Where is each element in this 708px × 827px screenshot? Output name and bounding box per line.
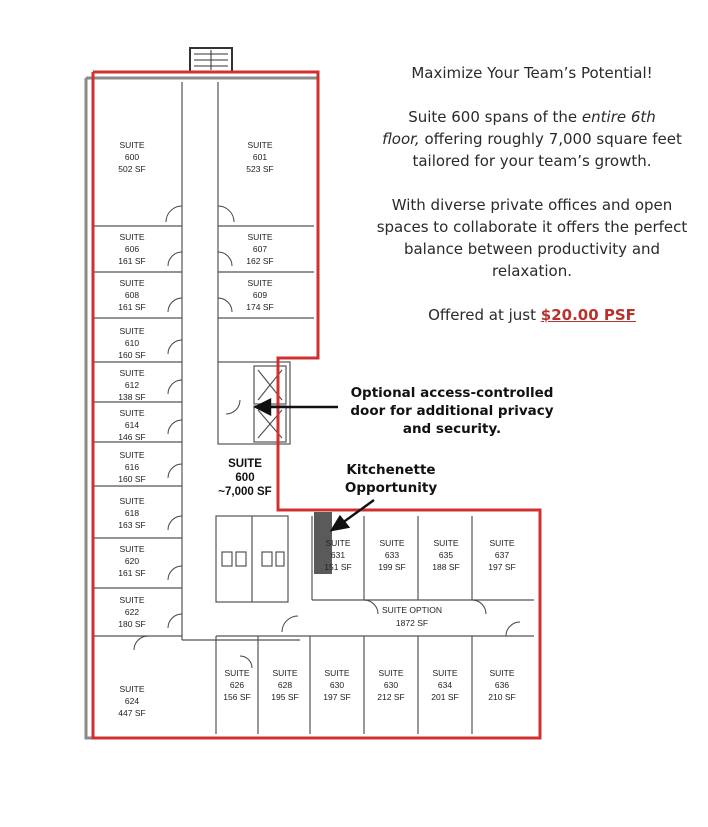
- kitchenette-callout: Kitchenette Opportunity: [344, 462, 438, 496]
- room-614-title: SUITE: [119, 408, 145, 418]
- room-633: [378, 538, 405, 572]
- room-607-title: SUITE: [247, 232, 273, 242]
- room-637: [488, 538, 515, 572]
- room-612-title: SUITE: [119, 368, 145, 378]
- room-608-number: 608: [124, 290, 140, 300]
- room-607-number: 607: [252, 244, 268, 254]
- room-622-title: SUITE: [119, 595, 145, 605]
- room-612-number: 612: [124, 380, 140, 390]
- center-suite-number: 600: [235, 472, 255, 484]
- room-606-area: 161 SF: [118, 256, 146, 266]
- room-609-number: 609: [252, 290, 268, 300]
- suite-600-center-label: [218, 458, 271, 498]
- room-601-area: 523 SF: [246, 164, 274, 174]
- room-635-number: 635: [438, 550, 454, 560]
- stair-tower: [190, 48, 232, 72]
- suite-option-label: [382, 605, 442, 628]
- center-suite-area: ~7,000 SF: [218, 486, 272, 498]
- room-635: [432, 538, 459, 572]
- room-618: [118, 496, 145, 530]
- room-601-title: SUITE: [247, 140, 273, 150]
- room-610-title: SUITE: [119, 326, 145, 336]
- room-626-title: SUITE: [224, 668, 250, 678]
- door-callout: Optional access-controlled door for additional privacy and security.: [350, 385, 554, 437]
- room-630a-title: SUITE: [324, 668, 350, 678]
- room-600: [118, 140, 145, 174]
- room-630b-number: 630: [383, 680, 399, 690]
- room-601: [246, 140, 273, 174]
- room-616-area: 160 SF: [118, 474, 146, 484]
- room-620: [118, 544, 145, 578]
- room-628-number: 628: [277, 680, 293, 690]
- room-630b-title: SUITE: [378, 668, 404, 678]
- room-633-area: 199 SF: [378, 562, 406, 572]
- intro-text-b: offering roughly 7,000 square feet tailored for your team’s growth.: [412, 130, 682, 170]
- suite-option-title: SUITE OPTION: [382, 605, 442, 615]
- intro-text-a: Suite 600 spans of the: [408, 108, 578, 126]
- center-suite-title: SUITE: [228, 458, 262, 470]
- room-607: [246, 232, 273, 266]
- offer-prefix: Offered at just: [428, 306, 536, 324]
- room-628-area: 195 SF: [271, 692, 299, 702]
- room-633-number: 633: [384, 550, 400, 560]
- room-616-title: SUITE: [119, 450, 145, 460]
- room-610: [118, 326, 145, 360]
- room-618-area: 163 SF: [118, 520, 146, 530]
- room-628: [271, 668, 298, 702]
- room-634-title: SUITE: [432, 668, 458, 678]
- room-630a-area: 197 SF: [323, 692, 351, 702]
- room-608: [118, 278, 145, 312]
- room-626-area: 156 SF: [223, 692, 251, 702]
- room-635-title: SUITE: [433, 538, 459, 548]
- room-614-area: 146 SF: [118, 432, 146, 442]
- headline: Maximize Your Team’s Potential!: [411, 64, 653, 82]
- room-636-number: 636: [494, 680, 510, 690]
- room-631-number: 631: [330, 550, 346, 560]
- room-612: [118, 368, 145, 402]
- offer-line: [370, 304, 694, 326]
- room-622-area: 180 SF: [118, 619, 146, 629]
- room-630b-area: 212 SF: [377, 692, 405, 702]
- room-630b: [377, 668, 404, 702]
- room-630a: [323, 668, 350, 702]
- room-600-title: SUITE: [119, 140, 145, 150]
- intro-emphasis-2: floor,: [382, 130, 420, 148]
- room-601-number: 601: [252, 152, 268, 162]
- room-609-area: 174 SF: [246, 302, 274, 312]
- room-636-area: 210 SF: [488, 692, 516, 702]
- room-633-title: SUITE: [379, 538, 405, 548]
- room-609-title: SUITE: [247, 278, 273, 288]
- room-618-number: 618: [124, 508, 140, 518]
- room-609: [246, 278, 273, 312]
- marketing-copy: [370, 62, 694, 326]
- room-631-area: 151 SF: [324, 562, 352, 572]
- room-608-title: SUITE: [119, 278, 145, 288]
- room-624-area: 447 SF: [118, 708, 146, 718]
- room-614: [118, 408, 145, 442]
- room-636: [488, 668, 515, 702]
- room-620-number: 620: [124, 556, 140, 566]
- room-610-number: 610: [124, 338, 140, 348]
- room-606-title: SUITE: [119, 232, 145, 242]
- room-614-number: 614: [124, 420, 140, 430]
- room-607-area: 162 SF: [246, 256, 274, 266]
- room-635-area: 188 SF: [432, 562, 460, 572]
- room-606-number: 606: [124, 244, 140, 254]
- room-600-area: 502 SF: [118, 164, 146, 174]
- room-637-title: SUITE: [489, 538, 515, 548]
- room-600-number: 600: [124, 152, 140, 162]
- room-637-number: 637: [494, 550, 510, 560]
- features-paragraph: With diverse private offices and open spaces to collaborate it offers the perfect balance between productivity and relaxation.: [376, 196, 688, 280]
- room-608-area: 161 SF: [118, 302, 146, 312]
- room-630a-number: 630: [329, 680, 345, 690]
- price-link[interactable]: $20.00 PSF: [540, 306, 636, 324]
- room-626-number: 626: [229, 680, 245, 690]
- room-616: [118, 450, 145, 484]
- room-610-area: 160 SF: [118, 350, 146, 360]
- room-624-number: 624: [124, 696, 140, 706]
- room-622: [118, 595, 145, 629]
- room-626: [223, 668, 250, 702]
- room-616-number: 616: [124, 462, 140, 472]
- intro-paragraph: [370, 106, 694, 172]
- room-634-number: 634: [437, 680, 453, 690]
- room-636-title: SUITE: [489, 668, 515, 678]
- room-624: [118, 684, 145, 718]
- room-618-title: SUITE: [119, 496, 145, 506]
- room-620-area: 161 SF: [118, 568, 146, 578]
- room-606: [118, 232, 145, 266]
- room-620-title: SUITE: [119, 544, 145, 554]
- room-634-area: 201 SF: [431, 692, 459, 702]
- suite-option-area: 1872 SF: [395, 618, 429, 628]
- room-628-title: SUITE: [272, 668, 298, 678]
- room-622-number: 622: [124, 607, 140, 617]
- room-624-title: SUITE: [119, 684, 145, 694]
- room-631-title: SUITE: [325, 538, 351, 548]
- room-612-area: 138 SF: [118, 392, 146, 402]
- intro-emphasis-1: entire 6th: [581, 108, 656, 126]
- room-634: [431, 668, 458, 702]
- room-637-area: 197 SF: [488, 562, 516, 572]
